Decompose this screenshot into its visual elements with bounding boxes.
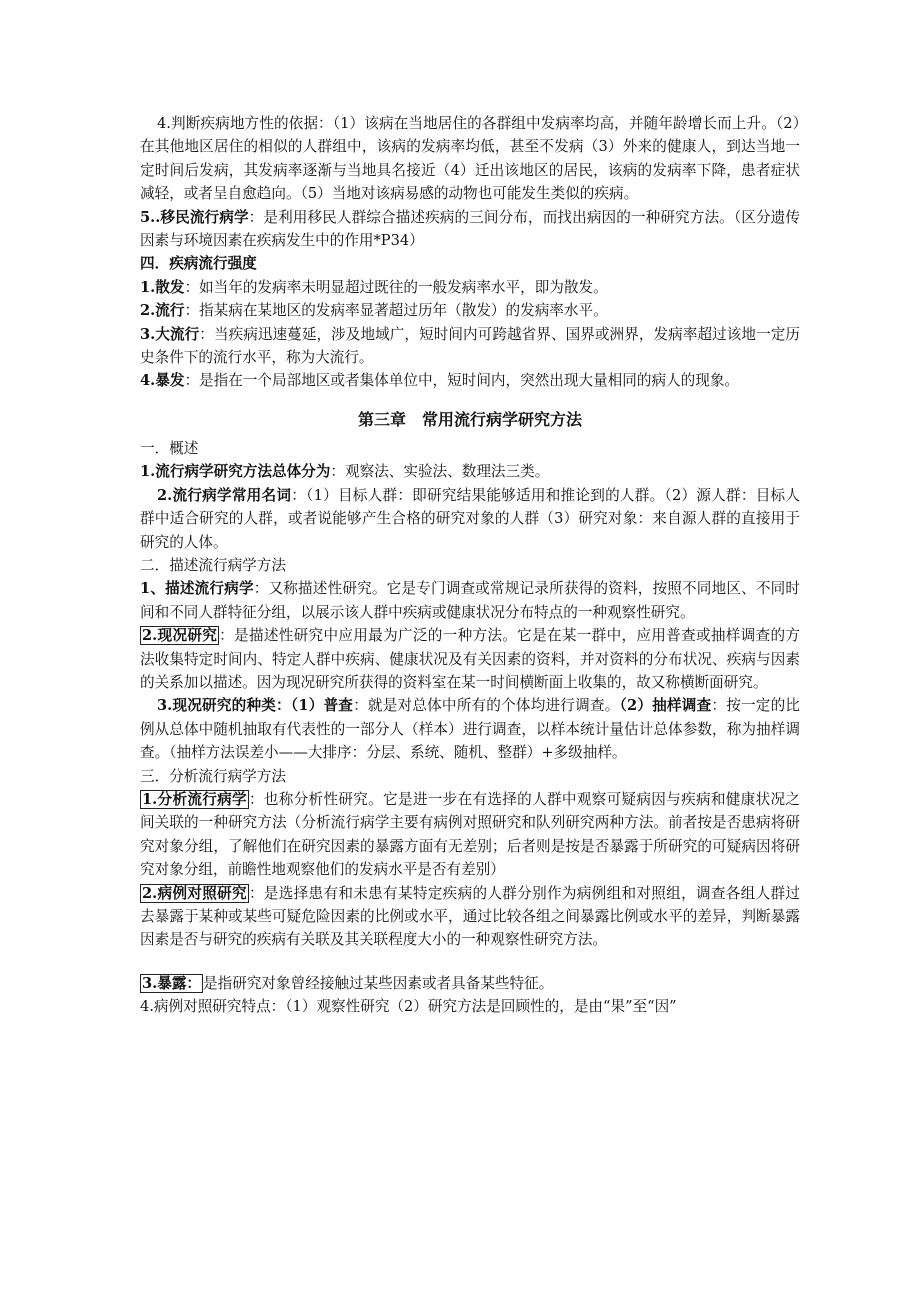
term-common-terms: 2.流行病学常用名词 xyxy=(157,486,292,504)
paragraph-descriptive-epidemiology xyxy=(140,577,800,624)
text-analytical-epidemiology: ：也称分析性研究。它是进一步在有选择的人群中观察可疑病因与疾病和健康状况之间关联的一种研究方法（分析流行病学主要有病例对照研究和队列研究两种方法。前者按是否患病将研究对象分组，了解他们在研究因素的暴露方面有无差别；后者则是按是否暴露于所研究的可疑病因将研究对象分组，前瞻性地观察他们的发病水平是否有差别） xyxy=(140,790,800,879)
text-migrant-epidemiology: ：是利用移民人群综合描述疾病的三间分布，而找出病因的一种研究方法。（区分遗传因素与环境因素在疾病发生中的作用*P34） xyxy=(140,208,800,250)
heading-epidemic-intensity: 四．疾病流行强度 xyxy=(140,255,257,273)
text-pandemic: ：当疾病迅速蔓延，涉及地域广，短时间内可跨越省界、国界或洲界，发病率超过该地一定历史条件下的流行水平，称为大流行。 xyxy=(140,325,800,367)
text-case-control: ：是选择患有和未患有某特定疾病的人群分别作为病例组和对照组，调查各组人群过去暴露于某种或某些可疑危险因素的比例或水平，通过比较各组之间暴露比例或水平的差异，判断暴露因素是否与研究的疾病有关联及其关联程度大小的一种观察性研究方法。 xyxy=(140,884,800,949)
text-census: ：就是对总体中所有的个体均进行调查。 xyxy=(353,697,620,715)
paragraph-analytical-epidemiology xyxy=(140,788,800,882)
term-outbreak: 4.暴发 xyxy=(140,372,185,390)
term-epidemic: 2.流行 xyxy=(140,302,185,320)
text-epidemic: ：指某病在某地区的发病率显著超过历年（散发）的发病率水平。 xyxy=(184,302,608,320)
paragraph-epidemic xyxy=(140,299,800,322)
term-case-control-boxed: 2.病例对照研究 xyxy=(142,884,247,902)
term-method-classes: 1.流行病学研究方法总体分为 xyxy=(140,463,331,481)
heading-analytical-methods: 三．分析流行病学方法 xyxy=(140,767,286,785)
paragraph-migrant-epidemiology xyxy=(140,206,800,253)
term-sampling: （2）抽样调查 xyxy=(619,697,712,715)
text-cross-sectional: ：是描述性研究中应用最为广泛的一种方法。它是在某一群中，应用普查或抽样调查的方法收集特定时间内、特定人群中疾病、健康状况及有关因素的资料，并对资料的分布状况、疾病与因素的关系加以描述。因为现况研究所获得的资料室在某一时间横断面上收集的，故又称横断面研究。 xyxy=(140,627,800,691)
text-exposure: 是指研究对象曾经接触过某些因素或者具备某些特征。 xyxy=(203,974,554,992)
text-outbreak: ：是指在一个局部地区或者集体单位中，短时间内，突然出现大量相同的病人的现象。 xyxy=(184,372,740,390)
text-descriptive-epidemiology: ：又称描述性研究。它是专门调查或常规记录所获得的资料，按照不同地区、不同时间和不同人群特征分组，以展示该人群中疾病或健康状况分布特点的一种观察性研究。 xyxy=(140,580,800,621)
document-page xyxy=(140,112,800,1019)
chapter-title: 第三章 常用流行病学研究方法 xyxy=(357,409,582,429)
text-common-terms: ：（1）目标人群：即研究结果能够适用和推论到的人群。（2）源人群：目标人群中适合研究的人群，或者说能够产生合格的研究对象的人群（3）研究对象：来自源人群的直接用于研究的人体。 xyxy=(140,486,800,551)
term-migrant-epidemiology: 5..移民流行病学 xyxy=(140,208,249,226)
paragraph-pandemic xyxy=(140,323,800,370)
paragraph-common-terms xyxy=(140,484,800,554)
paragraph-exposure xyxy=(140,972,800,995)
term-sporadic: 1.散发 xyxy=(140,278,185,296)
paragraph-sporadic xyxy=(140,276,800,299)
term-exposure-boxed: 3.暴露： xyxy=(142,974,202,992)
paragraph-case-control xyxy=(140,882,800,952)
term-cross-sectional-boxed: 2.现况研究 xyxy=(142,627,218,645)
text-method-classes: ：观察法、实验法、数理法三类。 xyxy=(330,463,550,481)
paragraph-gap xyxy=(140,952,800,972)
paragraph-outbreak xyxy=(140,369,800,392)
text-sampling: ：按一定的比例从总体中随机抽取有代表性的一部分人（样本）进行调查，以样本统计量估计总体参数，称为抽样调查。（抽样方法误差小——大排序：分层、系统、随机、整群）+多级抽样。 xyxy=(140,697,800,762)
term-analytical-epidemiology-boxed: 1.分析流行病学 xyxy=(142,790,247,808)
term-census: 3.现况研究的种类：（1）普查 xyxy=(157,697,354,715)
text-sporadic: ：如当年的发病率未明显超过既往的一般发病率水平，即为散发。 xyxy=(184,278,608,296)
heading-overview: 一．概述 xyxy=(140,439,199,457)
paragraph-cross-sectional xyxy=(140,624,800,694)
paragraph-method-classes xyxy=(140,460,800,483)
paragraph-survey-types xyxy=(140,694,800,764)
heading-descriptive-methods: 二．描述流行病学方法 xyxy=(140,556,286,574)
term-pandemic: 3.大流行 xyxy=(140,325,200,343)
paragraph-case-control-features: 4.病例对照研究特点：（1）观察性研究（2）研究方法是回顾性的，是由“果”至“因” xyxy=(140,998,677,1016)
paragraph-endemic-criteria: 4.判断疾病地方性的依据：（1）该病在当地居住的各群组中发病率均高，并随年龄增长而上升。（2）在其他地区居住的相似的人群组中，该病的发病率均低，甚至不发病（3）外来的健康人，到达当地一定时间后发病，其发病率逐渐与当地具名接近（4）迁出该地区的居民，该病的发病率下降，患者症状减轻，或者呈自愈趋向。（5）当地对该病易感的动物也可能发生类似的疾病。 xyxy=(140,115,800,203)
term-descriptive-epidemiology: 1、描述流行病学 xyxy=(140,580,254,598)
